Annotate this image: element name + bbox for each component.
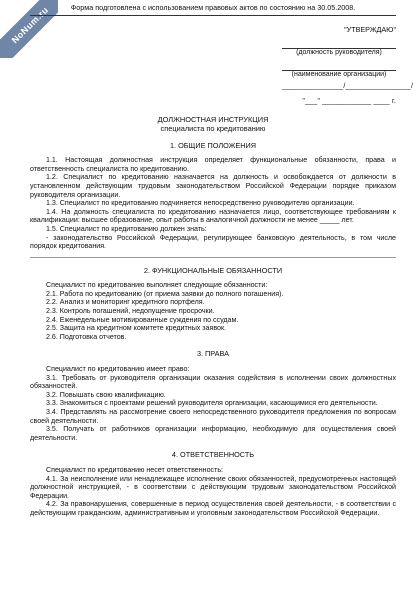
- paragraph: 1.4. На должность специалиста по кредитованию назначается лицо, соответствующее требованиям к квалификации: высшее образование, опыт работы в аналогичной должности не менее _____ лет.: [30, 207, 396, 225]
- paragraph: Специалист по кредитованию несет ответственность:: [46, 465, 223, 474]
- position-blank: [282, 40, 396, 49]
- paragraph: 3.5. Получать от работников организации информацию, необходимую для осуществления своей деятельности.: [30, 425, 396, 442]
- form-note: Форма подготовлена с использованием правовых актов по состоянию на 30.05.2008.: [30, 4, 396, 16]
- paragraph: 4.2. За правонарушения, совершенные в период осуществления своей деятельности, - в соответствии с действующим гражданским, административным и уголовным законодательством Российской Федерации.: [30, 500, 396, 517]
- section-title: 4. ОТВЕТСТВЕННОСТЬ: [171, 450, 255, 460]
- watermark-text: NoNum.ru: [0, 0, 58, 58]
- document-page: [30, 0, 414, 518]
- paragraph: 3.1. Требовать от руководителя организации оказания содействия в исполнении своих должностных обязанностей.: [30, 373, 396, 391]
- org-blank: [282, 62, 396, 71]
- date-line: "___" ____________ ____ г.: [302, 97, 396, 105]
- paragraph: 3.4. Представлять на рассмотрение своего непосредственного руководителя предложения по вопросам своей деятельности.: [30, 408, 396, 425]
- section-title: 2. ФУНКЦИОНАЛЬНЫЕ ОБЯЗАННОСТИ: [143, 265, 283, 275]
- approval-block: [282, 24, 414, 107]
- paragraph: 1.2. Специалист по кредитованию назначается на должность и освобождается от должности в установленном действующим трудовым законодательством Российской Федерации порядке приказом руководителя организации.: [30, 173, 396, 199]
- org-caption: (наименование организации): [291, 70, 387, 78]
- position-caption: (должность руководителя): [296, 49, 382, 57]
- paragraph: 1.5. Специалист по кредитованию должен знать:: [46, 224, 207, 233]
- section-title: 1. ОБЩИЕ ПОЛОЖЕНИЯ: [169, 140, 257, 150]
- paragraph: Специалист по кредитованию выполняет следующие обязанности:: [46, 281, 268, 290]
- list-item: 2.5. Защита на кредитном комитете кредитных заявок.: [46, 324, 227, 333]
- paragraph: 4.1. За неисполнение или ненадлежащее исполнение своих обязанностей, предусмотренных настоящей должностной инструкцией, - в соответствии с действующим трудовым законодательством Российской Федерации.: [30, 474, 396, 500]
- document-title: [30, 115, 396, 133]
- paragraph: 1.1. Настоящая должностная инструкция определяет функциональные обязанности, права и ответственность специалиста по кредитованию.: [30, 156, 396, 173]
- list-item: 2.3. Контроль погашений, недопущение просрочки.: [46, 307, 215, 316]
- paragraph: 3.2. Повышать свою квалификацию.: [46, 390, 166, 399]
- paragraph: - законодательство Российской Федерации, регулирующее банковскую деятельность, в том числе порядок кредитования.: [30, 233, 396, 251]
- signature-line: _______________/________________/: [282, 83, 414, 91]
- list-item: 2.6. Подготовка отчетов.: [46, 332, 127, 341]
- section-title: 3. ПРАВА: [196, 349, 230, 359]
- list-item: 2.2. Анализ и мониторинг кредитного портфеля.: [46, 298, 205, 307]
- list-item: 2.4. Еженедельные мотивированные суждения по ссудам.: [46, 315, 239, 324]
- document-title-main: ДОЛЖНОСТНАЯ ИНСТРУКЦИЯ: [157, 114, 269, 124]
- paragraph: Специалист по кредитованию имеет право:: [46, 365, 190, 374]
- paragraph: 1.3. Специалист по кредитованию подчиняется непосредственно руководителю организации.: [46, 199, 355, 208]
- approval-title: "УТВЕРЖДАЮ": [344, 24, 396, 34]
- section-divider: [30, 257, 396, 258]
- paragraph: 3.3. Знакомиться с проектами решений руководителя организации, касающимися его деятельности.: [46, 399, 378, 408]
- list-item: 2.1. Работа по кредитованию (от приема заявки до полного погашения).: [46, 289, 284, 298]
- document-subtitle: специалиста по кредитованию: [160, 123, 266, 133]
